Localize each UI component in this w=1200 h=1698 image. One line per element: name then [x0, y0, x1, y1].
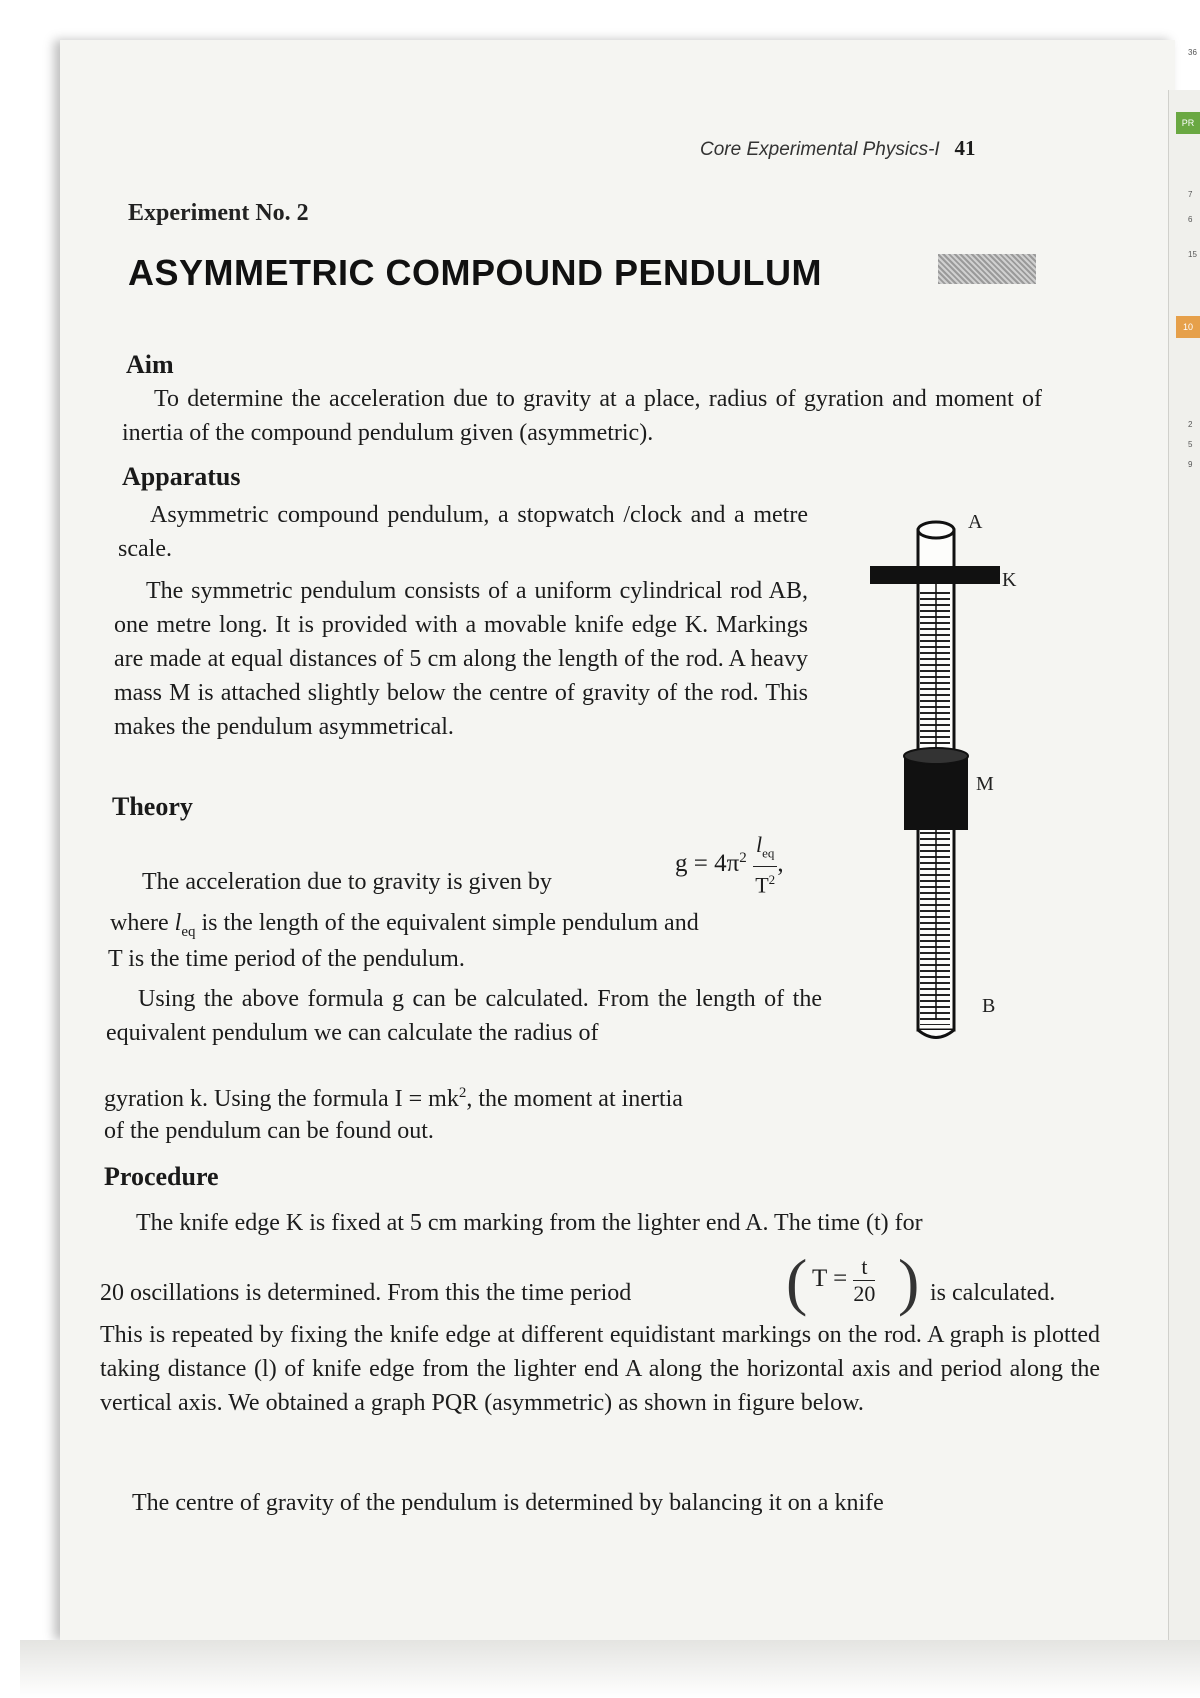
apparatus-para2-content: The symmetric pendulum consists of a uniform cylindrical rod AB, one metre long. It is provided with a movable knife edge K. Markings are made at equal distances of 5 cm along the length of the rod. A heavy mass M is attached slightly below the centre of gravity of the rod. This makes the pendulum asymmetrical. — [114, 578, 808, 740]
formula-den-sup: 2 — [768, 872, 776, 888]
page-bottom-edge — [20, 1640, 1200, 1698]
formula-num: l — [755, 832, 763, 857]
edge-mark: 9 — [1188, 460, 1193, 469]
mass-top — [904, 748, 968, 764]
paren-right: ) — [898, 1246, 920, 1317]
apparatus-para1-content: Asymmetric compound pendulum, a stopwatch /clock and a metre scale. — [118, 502, 808, 562]
theory-line2-b: is the length of the equivalent simple pendulum and — [201, 910, 699, 936]
title-decoration-bar — [938, 254, 1036, 284]
paren-left: ( — [786, 1246, 808, 1317]
aim-text-content: To determine the acceleration due to gravity at a place, radius of gyration and moment of inertia of the compound pendulum given (asymmetric). — [122, 386, 1042, 446]
page-tab-orange: 10 — [1176, 316, 1200, 338]
page-number: 41 — [954, 136, 976, 160]
edge-mark: 15 — [1188, 250, 1197, 259]
formula-num-sub: eq — [762, 845, 775, 861]
procedure-line1 — [104, 1206, 1104, 1240]
edge-mark: 2 — [1188, 420, 1193, 429]
theory-para2-b2: , the moment at inertia — [466, 1086, 683, 1112]
theory-line1-text: The acceleration due to gravity is given by — [142, 869, 552, 895]
edge-mark: 36 — [1188, 48, 1197, 57]
rod-top-end — [918, 522, 954, 538]
pendulum-diagram — [860, 500, 1030, 1060]
page-tab-green: PR — [1176, 112, 1200, 134]
apparatus-para1 — [118, 498, 808, 566]
edge-mark: 6 — [1188, 215, 1193, 224]
theory-line2-l: l — [174, 910, 182, 936]
period-formula — [812, 1254, 875, 1307]
experiment-number: Experiment No. 2 — [128, 200, 309, 226]
rod-bottom-end — [918, 1030, 954, 1038]
formula-den: T — [755, 872, 769, 898]
theory-line3: T is the time period of the pendulum. — [108, 946, 465, 972]
procedure-line2-a: 20 oscillations is determined. From this the time period — [100, 1280, 632, 1306]
procedure-heading: Procedure — [104, 1162, 219, 1191]
edge-mark: 5 — [1188, 440, 1193, 449]
scale-markings-lower — [920, 830, 950, 1025]
theory-para2-b1: gyration k. Using the formula — [104, 1086, 389, 1112]
procedure-para: This is repeated by fixing the knife edge at different equidistant markings on the rod. A graph is plotted taking distance (l) of knife edge from the lighter end A along the horizontal axis and period along the vertical axis. We obtained a graph PQR (asymmetric) as shown in figure below. — [100, 1322, 1100, 1416]
apparatus-para2 — [114, 574, 808, 744]
theory-line2-sub: eq — [181, 923, 196, 940]
book-title: Core Experimental Physics-I — [700, 139, 940, 160]
inertia-formula-sup: 2 — [458, 1085, 467, 1101]
theory-line2-a: where — [110, 910, 169, 936]
formula-sup: 2 — [739, 849, 747, 866]
heavy-mass — [904, 756, 968, 830]
procedure-last — [100, 1486, 1110, 1520]
inertia-formula: I = mk — [394, 1086, 459, 1112]
theory-para2-line4: of the pendulum can be found out. — [104, 1118, 434, 1144]
knife-edge — [870, 566, 1000, 584]
procedure-line1-text: The knife edge K is fixed at 5 cm marking from the lighter end A. The time (t) for — [136, 1210, 923, 1236]
theory-para2 — [106, 982, 822, 1050]
procedure-line2-b: is calculated. — [930, 1280, 1056, 1306]
gravity-formula: $g = 4\pi^2$ $\frac{l_{eq}}{T^2}$ , — [675, 832, 784, 898]
procedure-last-text: The centre of gravity of the pendulum is determined by balancing it on a knife — [132, 1490, 884, 1516]
period-fraction — [853, 1254, 875, 1307]
edge-mark: 7 — [1188, 190, 1193, 199]
period-lhs: T = — [812, 1265, 848, 1293]
label-m: M — [976, 773, 994, 795]
formula-fraction — [753, 832, 777, 899]
experiment-title: ASYMMETRIC COMPOUND PENDULUM — [128, 252, 822, 293]
formula-lhs: g = 4π — [675, 850, 740, 878]
period-den: 20 — [853, 1281, 876, 1306]
aim-heading: Aim — [126, 350, 174, 379]
label-b: B — [982, 995, 996, 1017]
label-a: A — [968, 511, 983, 533]
scale-markings-upper — [920, 590, 950, 760]
label-k: K — [1002, 569, 1017, 591]
apparatus-heading: Apparatus — [122, 462, 241, 491]
running-header — [700, 136, 975, 161]
theory-para2-line3 — [104, 1076, 844, 1116]
aim-text — [122, 382, 1042, 450]
period-num: t — [853, 1254, 875, 1281]
theory-para2-a: Using the above formula g can be calculated. From the length of the equivalent pendulum we can calculate the radius of — [106, 986, 822, 1046]
theory-heading: Theory — [112, 792, 193, 821]
